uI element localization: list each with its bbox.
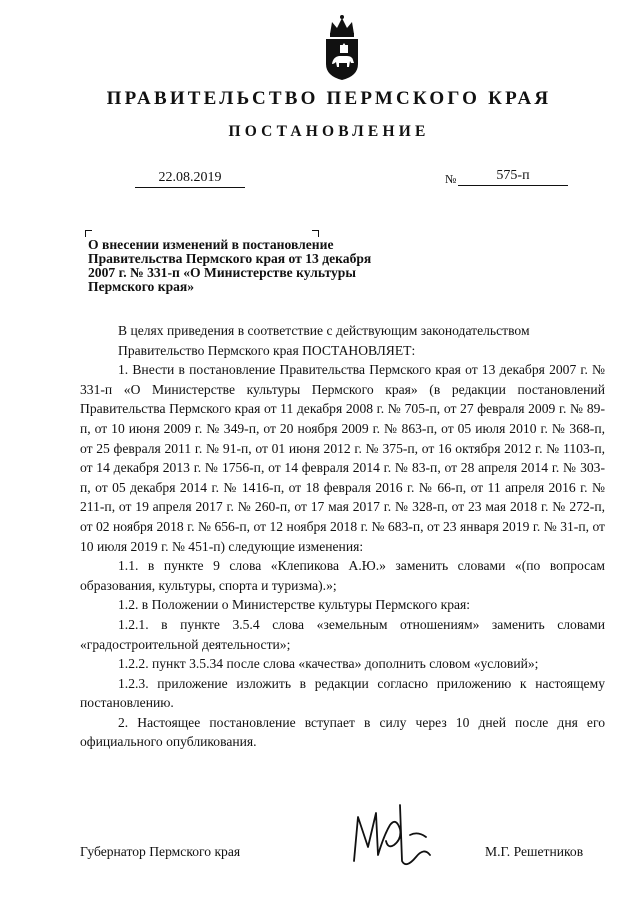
document-number: 575-п bbox=[458, 168, 568, 186]
subject-line: О внесении изменений в постановление bbox=[88, 237, 334, 252]
body-paragraph: В целях приведения в соответствие с действующим законодательством bbox=[118, 323, 530, 338]
subject-line: Правительства Пермского края от 13 декабря bbox=[88, 251, 372, 266]
document-body bbox=[80, 321, 605, 752]
signatory-position: Губернатор Пермского края bbox=[80, 844, 241, 859]
subject-line: Пермского края» bbox=[88, 279, 195, 294]
subject-corner-right bbox=[312, 230, 319, 237]
body-paragraph: 1.2. в Положении о Министерстве культуры Пермского края: bbox=[118, 597, 471, 613]
body-paragraph: 1. Внести в постановление Правительства Пермского края от 13 декабря 2007 г. № 331-п «О Министерстве культуры Пермского края» (в редакции постановлений Правительства Пермского края от 11 декабря 2008 г. № 705-п, от 27 февраля 2009 г. № 89-п, от 10 июня 2009 г. № 349-п, от 20 ноября 2009 г. № 863-п, от 05 июля 2010 г. № 368-п, от 25 февраля 2011 г. № 91-п, от 01 июня 2012 г. № 375-п, от 16 октября 2012 г. № 1103-п, от 14 декабря 2013 г. № 1756-п, от 14 февраля 2014 г. № 83-п, от 28 апреля 2014 г. № 303-п, от 05 декабря 2014 г. № 1416-п, от 18 февраля 2016 г. № 66-п, от 11 апреля 2016 г. № 211-п, от 19 апреля 2017 г. № 260-п, от 17 мая 2017 г. № 328-п, от 23 мая 2018 г. № 272-п, от 02 ноября 2018 г. № 656-п, от 12 ноября 2018 г. № 683-п, от 23 января 2019 г. № 31-п, от 10 июля 2019 г. № 451-п) следующие изменения: bbox=[80, 362, 605, 554]
handwritten-signature bbox=[340, 795, 440, 875]
subject-line: 2007 г. № 331-п «О Министерстве культуры bbox=[88, 265, 356, 280]
body-paragraph: Правительство Пермского края ПОСТАНОВЛЯЕТ: bbox=[118, 342, 416, 358]
signatory-name: М.Г. Решетников bbox=[485, 844, 584, 859]
document-date: 22.08.2019 bbox=[135, 170, 245, 188]
coat-of-arms-icon bbox=[321, 12, 363, 82]
document-type-title: ПОСТАНОВЛЕНИЕ bbox=[228, 123, 430, 140]
body-paragraph: 1.2.2. пункт 3.5.34 после слова «качества» дополнить словом «условий»; bbox=[118, 656, 539, 672]
number-label: № bbox=[445, 172, 457, 186]
document-subject bbox=[88, 238, 408, 294]
organization-title: ПРАВИТЕЛЬСТВО ПЕРМСКОГО КРАЯ bbox=[106, 88, 552, 109]
body-paragraph: 1.1. в пункте 9 слова «Клепикова А.Ю.» заменить словами «(по вопросам образования, культуры, спорта и туризма).»; bbox=[80, 558, 605, 593]
body-paragraph: 1.2.1. в пункте 3.5.4 слова «земельным отношениям» заменить словами «градостроительной деятельности»; bbox=[80, 616, 605, 652]
subject-corner-left bbox=[85, 230, 92, 237]
body-paragraph: 1.2.3. приложение изложить в редакции согласно приложению к настоящему постановлению. bbox=[80, 675, 605, 711]
body-paragraph: 2. Настоящее постановление вступает в силу через 10 дней после дня его официального опубликования. bbox=[80, 714, 605, 750]
